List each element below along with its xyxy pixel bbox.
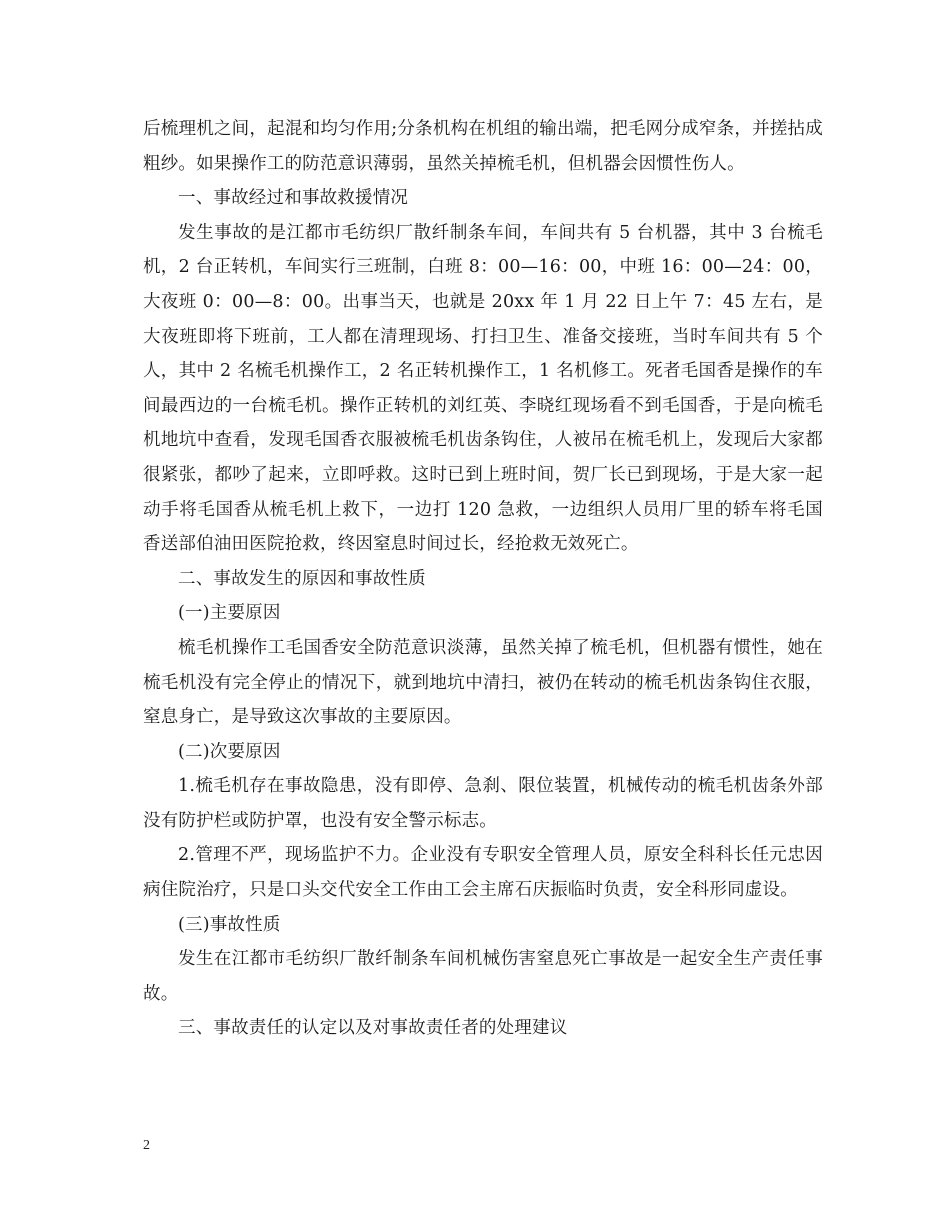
paragraph-continuation: 后梳理机之间，起混和均匀作用;分条机构在机组的输出端，把毛网分成窄条，并搓拈成粗纱。如果操作工的防范意识薄弱，虽然关掉梳毛机，但机器会因惯性伤人。 <box>143 119 823 174</box>
subheading-accident-nature: (三)事故性质 <box>178 914 281 935</box>
section-heading-responsibility: 三、事故责任的认定以及对事故责任者的处理建议 <box>178 1018 568 1039</box>
paragraph-secondary-cause-2: 2.管理不严，现场监护不力。企业没有专职安全管理人员，原安全科科长任元忠因病住院治疗，只是口头交代安全工作由工会主席石庆振临时负责，安全科形同虚设。 <box>143 845 823 901</box>
paragraph-accident-description: 发生事故的是江都市毛纺织厂散纤制条车间，车间共有 5 台机器，其中 3 台梳毛机，2 台正转机，车间实行三班制，白班 8：00—16：00，中班 16：00—24：00，大夜班 0：00—8：00。出事当天，也就是 20xx 年 1 月 22 日上午 7：45 左右，是大夜班即将下班前，工人都在清理现场、打扫卫生、准备交接班，当时车间共有 5 个人，其中 2 名梳毛机操作工，2 名正转机操作工，1 名机修工。死者毛国香是操作的车间最西边的一台梳毛机。操作正转机的刘红英、李晓红现场看不到毛国香，于是向梳毛机地坑中查看，发现毛国香衣服被梳毛机齿条钩住，人被吊在梳毛机上，发现后大家都很紧张，都吵了起来，立即呼救。这时已到上班时间，贺厂长已到现场，于是大家一起动手将毛国香从梳毛机上救下，一边打 120 急救，一边组织人员用厂里的轿车将毛国香送部伯油田医院抢救，终因窒息时间过长，经抢救无效死亡。 <box>143 222 823 555</box>
paragraph-main-cause: 梳毛机操作工毛国香安全防范意识淡薄，虽然关掉了梳毛机，但机器有惯性，她在梳毛机没有完全停止的情况下，就到地坑中清扫，被仍在转动的梳毛机齿条钩住衣服，窒息身亡，是导致这次事故的主要原因。 <box>143 637 823 728</box>
paragraph-accident-nature: 发生在江都市毛纺织厂散纤制条车间机械伤害窒息死亡事故是一起安全生产责任事故。 <box>143 949 823 1004</box>
subheading-main-cause: (一)主要原因 <box>178 603 281 624</box>
page-number: 2 <box>143 1138 150 1153</box>
document-body <box>143 112 823 1046</box>
section-heading-cause-nature: 二、事故发生的原因和事故性质 <box>178 568 426 589</box>
subheading-secondary-cause: (二)次要原因 <box>178 741 281 762</box>
paragraph-secondary-cause-1: 1.梳毛机存在事故隐患，没有即停、急刹、限位装置，机械传动的梳毛机齿条外部没有防护栏或防护罩，也没有安全警示标志。 <box>143 776 823 831</box>
section-heading-accident-process: 一、事故经过和事故救援情况 <box>178 188 409 209</box>
